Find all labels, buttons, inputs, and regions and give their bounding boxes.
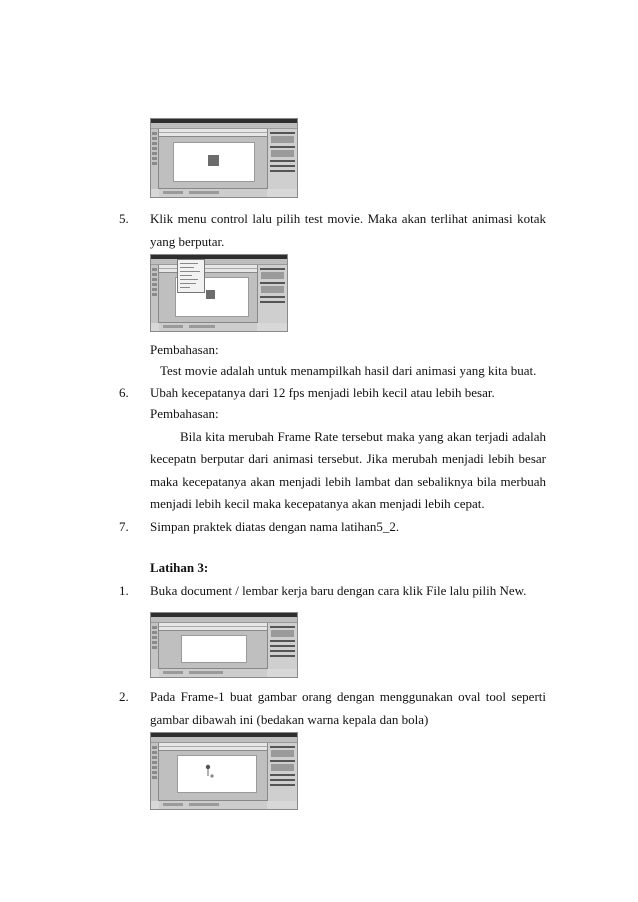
stage [173,142,255,182]
pembahasan2-line3: maka kecepatanya akan menjadi lebih lambat dan sebaliknya bila merbuah [150,474,546,489]
box-shape [208,155,219,166]
box-shape [206,290,215,299]
screenshot-flash-control-menu [150,254,288,332]
timeline [159,743,267,751]
latihan3-step1-text: Buka document / lembar kerja baru dengan cara klik File lalu pilih New. [150,583,527,598]
right-panels [267,623,297,669]
work-area [159,631,267,669]
latihan3-heading: Latihan 3: [150,560,209,575]
step6-text: Ubah kecepatanya dari 12 fps menjadi lebih kecil atau lebih besar. [150,385,495,400]
pembahasan1-text: Test movie adalah untuk menampilkah hasil dari animasi yang kita buat. [160,363,537,378]
properties-panel [159,188,267,197]
pembahasan1-heading: Pembahasan: [150,342,219,357]
timeline [159,265,257,273]
pembahasan2-line1: Bila kita merubah Frame Rate tersebut maka yang akan terjadi adalah [180,429,546,444]
latihan3-step2-line2: gambar dibawah ini (bedakan warna kepala dan bola) [150,712,429,727]
tools-panel [151,265,159,323]
work-area [159,273,257,323]
work-area [159,137,267,189]
right-panels [257,265,287,323]
timeline [159,129,267,137]
pembahasan2-heading: Pembahasan: [150,406,219,421]
tools-panel [151,743,159,801]
step5-line2: yang berputar. [150,234,225,249]
figure-head [206,765,210,769]
right-panels [267,129,297,189]
step7-number: 7. [119,519,129,534]
stage [181,635,247,663]
step6-number: 6. [119,385,129,400]
latihan3-step2-number: 2. [119,689,129,704]
stage [177,755,257,793]
figure-ball [210,774,213,777]
properties-panel [159,322,257,331]
pembahasan2-line2: kecepatn berputar dari animasi tersebut. Jika merubah menjadi lebih besar [150,451,546,466]
control-menu-dropdown [177,259,205,293]
right-panels [267,743,297,801]
step7-text: Simpan praktek diatas dengan nama latihan5_2. [150,519,400,534]
timeline [159,623,267,631]
tools-panel [151,129,159,189]
screenshot-flash-rotating-box [150,118,298,198]
tools-panel [151,623,159,669]
latihan3-step1-number: 1. [119,583,129,598]
step5-number: 5. [119,211,129,226]
oval-figure-drawing [178,756,256,792]
work-area [159,751,267,801]
step5-line1: Klik menu control lalu pilih test movie. Maka akan terlihat animasi kotak [150,211,546,226]
properties-panel [159,668,267,677]
properties-panel [159,800,267,809]
screenshot-flash-oval-figure [150,732,298,810]
pembahasan2-line4: menjadi lebih kecil maka kecepatanya akan menjadi lebih cepat. [150,496,485,511]
screenshot-flash-new-document [150,612,298,678]
latihan3-step2-line1: Pada Frame-1 buat gambar orang dengan menggunakan oval tool seperti [150,689,546,704]
